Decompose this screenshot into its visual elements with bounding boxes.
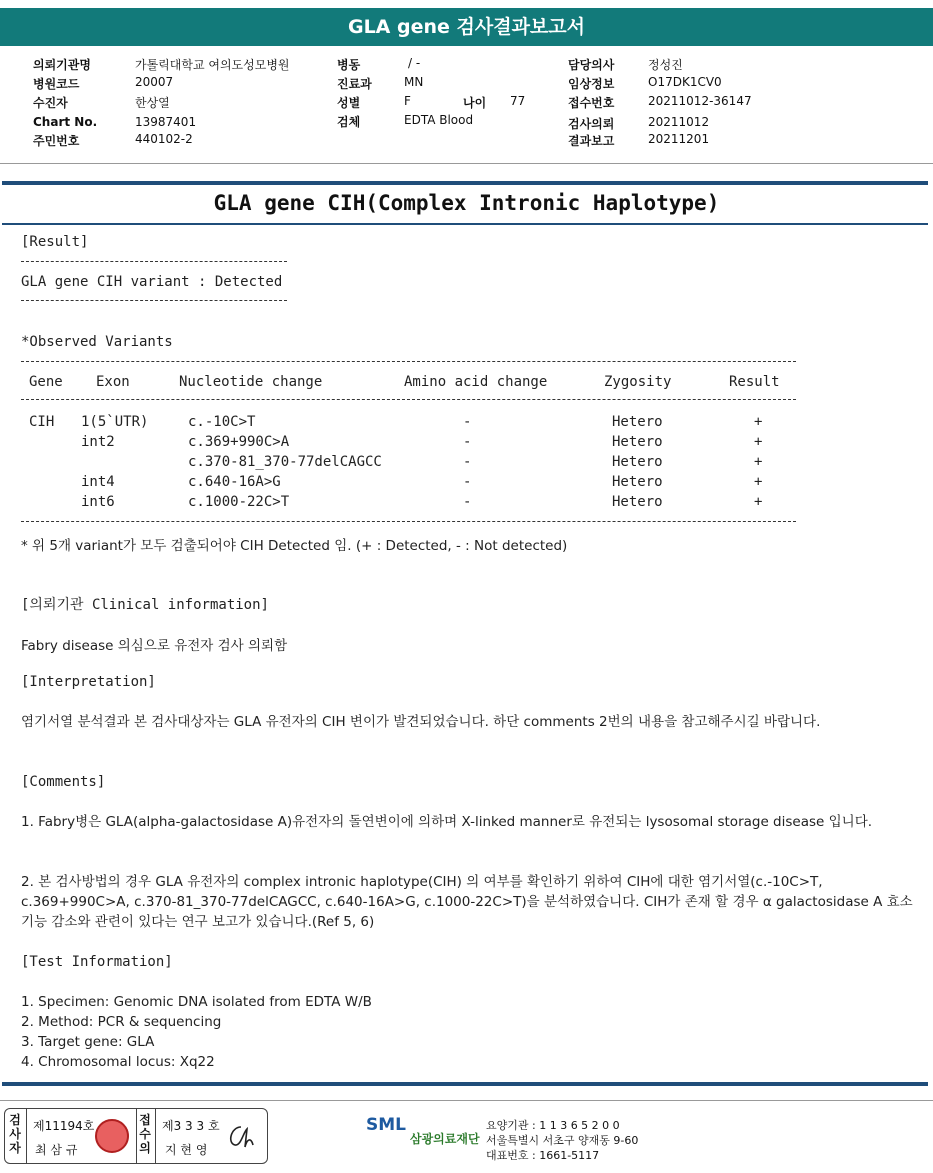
header-divider [0,163,933,164]
footer-thin-rule [0,1100,933,1101]
row5-amino: - [463,494,472,510]
interpretation-heading: [Interpretation] [21,674,156,690]
report-title: GLA gene CIH(Complex Intronic Haplotype) [213,191,720,215]
request-label: 검사의뢰 [568,117,615,131]
test-item-2: 2. Method: PCR & sequencing [21,1014,222,1030]
specimen-label: 검체 [337,115,361,129]
clinical-heading: [의뢰기관 Clinical information] [21,597,269,613]
table-note: * 위 5개 variant가 모두 검출되어야 CIH Detected 임. (+ : Detected, - : Not detected) [21,538,568,554]
dept-value: MN [404,75,424,89]
title-rule-bottom [2,223,928,225]
row3-zygosity: Hetero [612,454,663,470]
test-item-4: 4. Chromosomal locus: Xq22 [21,1054,215,1070]
row3-nucleotide: c.370-81_370-77delCAGCC [188,454,382,470]
result-dash-top [21,261,287,262]
sex-label: 성별 [337,96,361,110]
hospital-code-label: 병원코드 [33,77,80,91]
institution-value: 가톨릭대학교 여의도성모병원 [135,58,290,72]
receipt-label: 접수번호 [568,96,615,110]
sig-divider-2 [136,1109,137,1163]
row4-result: + [754,474,763,490]
id-label: 주민번호 [33,134,80,148]
row5-exon: int6 [81,494,115,510]
col-header-result: Result [729,374,780,390]
age-value: 77 [510,94,526,108]
sig-divider-3 [155,1109,156,1163]
col-header-nucleotide: Nucleotide change [179,374,323,390]
row5-result: + [754,494,763,510]
row4-exon: int4 [81,474,115,490]
row1-gene: CIH [29,414,55,430]
report-label: 결과보고 [568,134,615,148]
hospital-code-value: 20007 [135,75,174,89]
row4-zygosity: Hetero [612,474,663,490]
observed-heading: *Observed Variants [21,334,173,350]
row1-amino: - [463,414,472,430]
report-value: 20211201 [648,132,710,146]
approver-signature-icon [223,1121,259,1151]
age-label: 나이 [463,96,487,110]
result-dash-bottom [21,300,287,301]
row5-zygosity: Hetero [612,494,663,510]
clinical-info-label: 임상정보 [568,77,615,91]
comment-1: 1. Fabry병은 GLA(alpha-galactosidase A)유전자의 돌연변이에 의하며 X-linked manner로 유전되는 lysosomal storage disease 입니다. [21,814,873,830]
tester-label: 검사자 [9,1113,21,1155]
test-item-1: 1. Specimen: Genomic DNA isolated from EDTA W/B [21,994,372,1010]
row2-exon: int2 [81,434,115,450]
doctor-value: 정성진 [648,58,683,72]
table-dash-bottom [21,521,796,522]
row2-nucleotide: c.369+990C>A [188,434,290,450]
ward-value: / - [408,56,421,70]
result-heading: [Result] [21,234,89,250]
row4-nucleotide: c.640-16A>G [188,474,281,490]
tester-license: 제11194호 [33,1119,95,1133]
patient-value: 한상열 [135,96,170,110]
org-name: 삼광의료재단 [410,1132,480,1146]
care-number: 요양기관 : 1 1 3 6 5 2 0 0 [486,1119,620,1132]
col-header-gene: Gene [29,374,63,390]
request-value: 20211012 [648,115,710,129]
patient-label: 수진자 [33,96,68,110]
row2-result: + [754,434,763,450]
col-header-zygosity: Zygosity [604,374,672,390]
dept-label: 진료과 [337,77,372,91]
ward-label: 병동 [337,58,361,72]
signature-box [4,1108,268,1164]
sml-logo: SML [366,1115,406,1135]
clinical-text: Fabry disease 의심으로 유전자 검사 의뢰함 [21,638,288,654]
id-value: 440102-2 [135,132,193,146]
result-line: GLA gene CIH variant : Detected [21,274,283,290]
test-item-3: 3. Target gene: GLA [21,1034,155,1050]
row3-result: + [754,454,763,470]
sex-value: F [404,94,411,108]
row2-amino: - [463,434,472,450]
approver-license: 제3 3 3 호 [162,1119,220,1133]
row1-result: + [754,414,763,430]
footer-rule [2,1082,928,1086]
tester-seal-icon [95,1119,129,1153]
row4-amino: - [463,474,472,490]
tester-name: 최 삼 규 [35,1143,78,1157]
institution-label: 의뢰기관명 [33,58,91,72]
org-address: 서울특별시 서초구 양재동 9-60 [486,1134,639,1147]
org-phone: 대표번호 : 1661-5117 [486,1149,600,1162]
report-banner: GLA gene 검사결과보고서 [0,8,933,46]
row1-zygosity: Hetero [612,414,663,430]
chart-value: 13987401 [135,115,197,129]
interpretation-text: 염기서열 분석결과 본 검사대상자는 GLA 유전자의 CIH 변이가 발견되었습니다. 하단 comments 2번의 내용을 참고해주시길 바랍니다. [21,714,821,730]
row2-zygosity: Hetero [612,434,663,450]
specimen-value: EDTA Blood [404,113,474,127]
test-info-heading: [Test Information] [21,954,173,970]
doctor-label: 담당의사 [568,58,615,72]
col-header-amino: Amino acid change [404,374,548,390]
table-dash-top [21,361,796,362]
row1-exon: 1(5`UTR) [81,414,149,430]
row1-nucleotide: c.-10C>T [188,414,256,430]
comment-2: 2. 본 검사방법의 경우 GLA 유전자의 complex intronic haplotype(CIH) 의 여부를 확인하기 위하여 CIH에 대한 염기서열(c.-10C>T, c.369+990C>A, c.370-81_370-77delCAGCC, c.640-16A>G, c.1000-22C>T)을 분석하였습니다. CIH가 존재 할 경우 α galactosidase A 효소 기능 감소와 관련이 있다는 연구 보고가 있습니다.(Ref 5, 6) [21,874,913,930]
col-header-exon: Exon [96,374,130,390]
comments-heading: [Comments] [21,774,106,790]
table-dash-header [21,399,796,400]
row5-nucleotide: c.1000-22C>T [188,494,290,510]
row3-amino: - [463,454,472,470]
approver-name: 지 현 영 [165,1143,208,1157]
approver-label: 접수의 [139,1113,151,1155]
sig-divider-1 [26,1109,27,1163]
title-rule-top [2,181,928,185]
clinical-info-value: O17DK1CV0 [648,75,722,89]
receipt-value: 20211012-36147 [648,94,752,108]
chart-label: Chart No. [33,115,98,129]
